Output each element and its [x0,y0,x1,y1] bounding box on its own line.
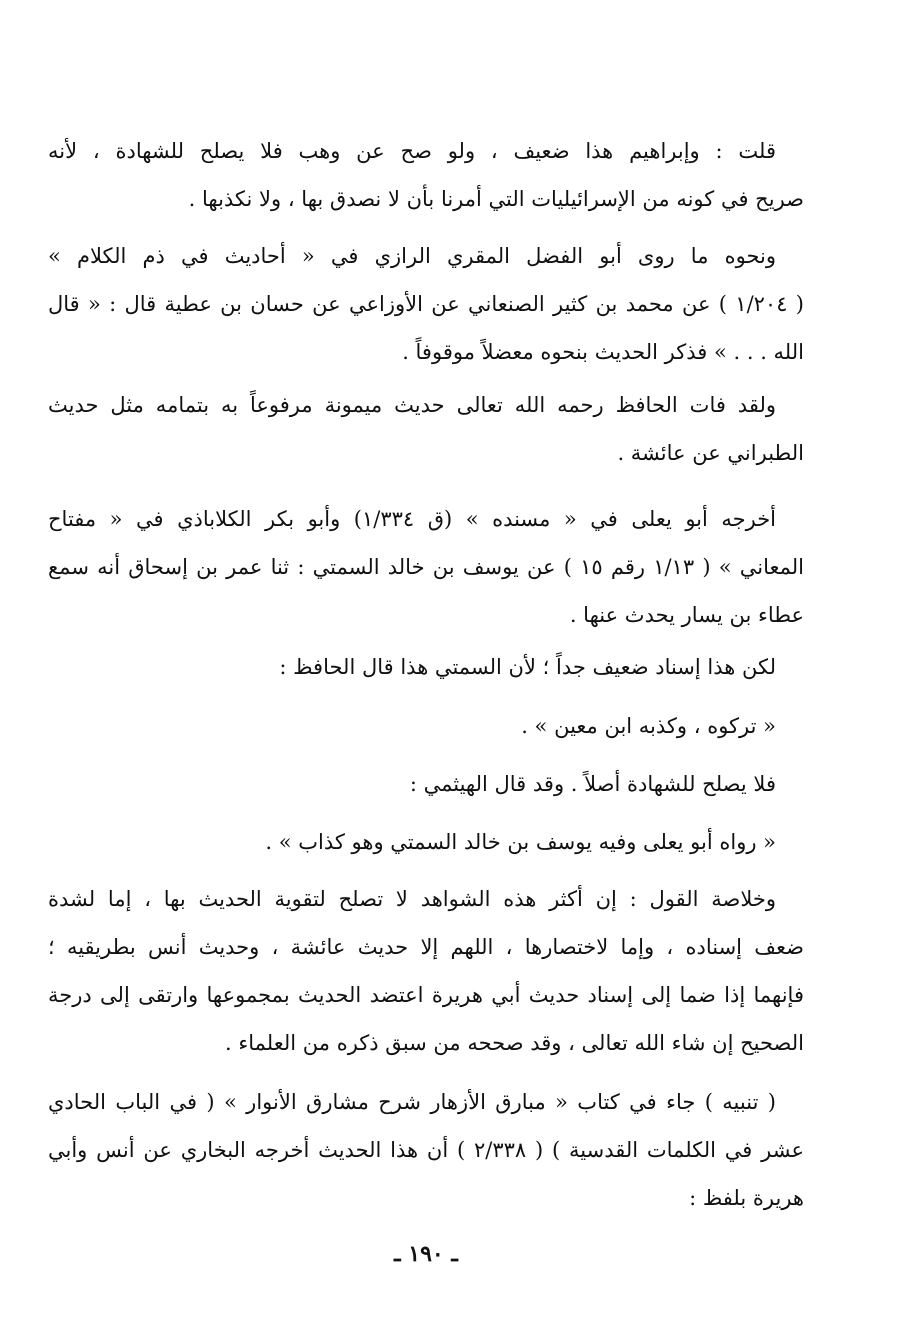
text-line: هريرة بلفظ : [689,1186,804,1210]
text-line: ولقد فات الحافظ رحمه الله تعالى حديث ميمونة مرفوعاً به بتمامه مثل حديث [48,393,776,417]
paragraph-conclusion [48,875,804,1067]
text-line: فإنهما إذا ضما إلى إسناد حديث أبي هريرة اعتضد الحديث بمجموعها وارتقى إلى درجة [48,983,804,1007]
isnad-weak-line: لكن هذا إسناد ضعيف جداً ؛ لأن السمتي هذا قال الحافظ : [279,655,776,679]
text-line: عطاء بن يسار يحدث عنها . [569,603,804,627]
page-number: ـ ١٩٠ ـ [394,1241,458,1267]
paragraph-abu-yala-takhrij [48,495,804,639]
text-line: الطبراني عن عائشة . [617,441,804,465]
text-line: ( تنبيه ) جاء في كتاب « مبارق الأزهار شرح مشارق الأنوار » ( في الباب الحادي [48,1090,776,1114]
text-line: الصحيح إن شاء الله تعالى ، وقد صححه من سبق ذكره من العلماء . [225,1031,804,1055]
paragraph-razi-narration [48,232,804,376]
text-line: ( ١/٢٠٤ ) عن محمد بن كثير الصنعاني عن الأوزاعي عن حسان بن عطية قال : « قال [48,292,804,316]
text-line: عشر في الكلمات القدسية ) ( ٢/٣٣٨ ) أن هذا الحديث أخرجه البخاري عن أنس وأبي [48,1138,804,1162]
text-line: أخرجه أبو يعلى في « مسنده » (ق ١/٣٣٤) وأبو بكر الكلاباذي في « مفتاح [48,507,777,531]
text-line: المعاني » ( ١/١٣ رقم ١٥ ) عن يوسف بن خالد السمتي : ثنا عمر بن إسحاق أنه سمع [48,555,804,579]
haythami-intro-line: فلا يصلح للشهادة أصلاً . وقد قال الهيثمي : [409,772,776,796]
paragraph-maymuna-hadith [48,381,804,477]
paragraph-ibrahim-weak [48,127,804,223]
text-line: ضعف إسناده ، وإما لاختصارها ، اللهم إلا حديث عائشة ، وحديث أنس بطريقيه ؛ [48,935,804,959]
text-line: وخلاصة القول : إن أكثر هذه الشواهد لا تصلح لتقوية الحديث بها ، إما لشدة [48,887,776,911]
document-page [48,0,804,1338]
text-line: صريح في كونه من الإسرائيليات التي أمرنا بأن لا نصدق بها ، ولا نكذبها . [188,187,804,211]
text-line: ونحوه ما روى أبو الفضل المقري الرازي في « أحاديث في ذم الكلام » [48,244,776,268]
text-line: الله . . . » فذكر الحديث بنحوه معضلاً موقوفاً . [402,340,804,364]
quote-ibn-main-line: « تركوه ، وكذبه ابن معين » . [521,714,776,738]
quote-haythami-line: « رواه أبو يعلى وفيه يوسف بن خالد السمتي وهو كذاب » . [265,830,776,854]
text-line: قلت : وإبراهيم هذا ضعيف ، ولو صح عن وهب فلا يصلح للشهادة ، لأنه [48,139,776,163]
paragraph-note [48,1078,804,1222]
